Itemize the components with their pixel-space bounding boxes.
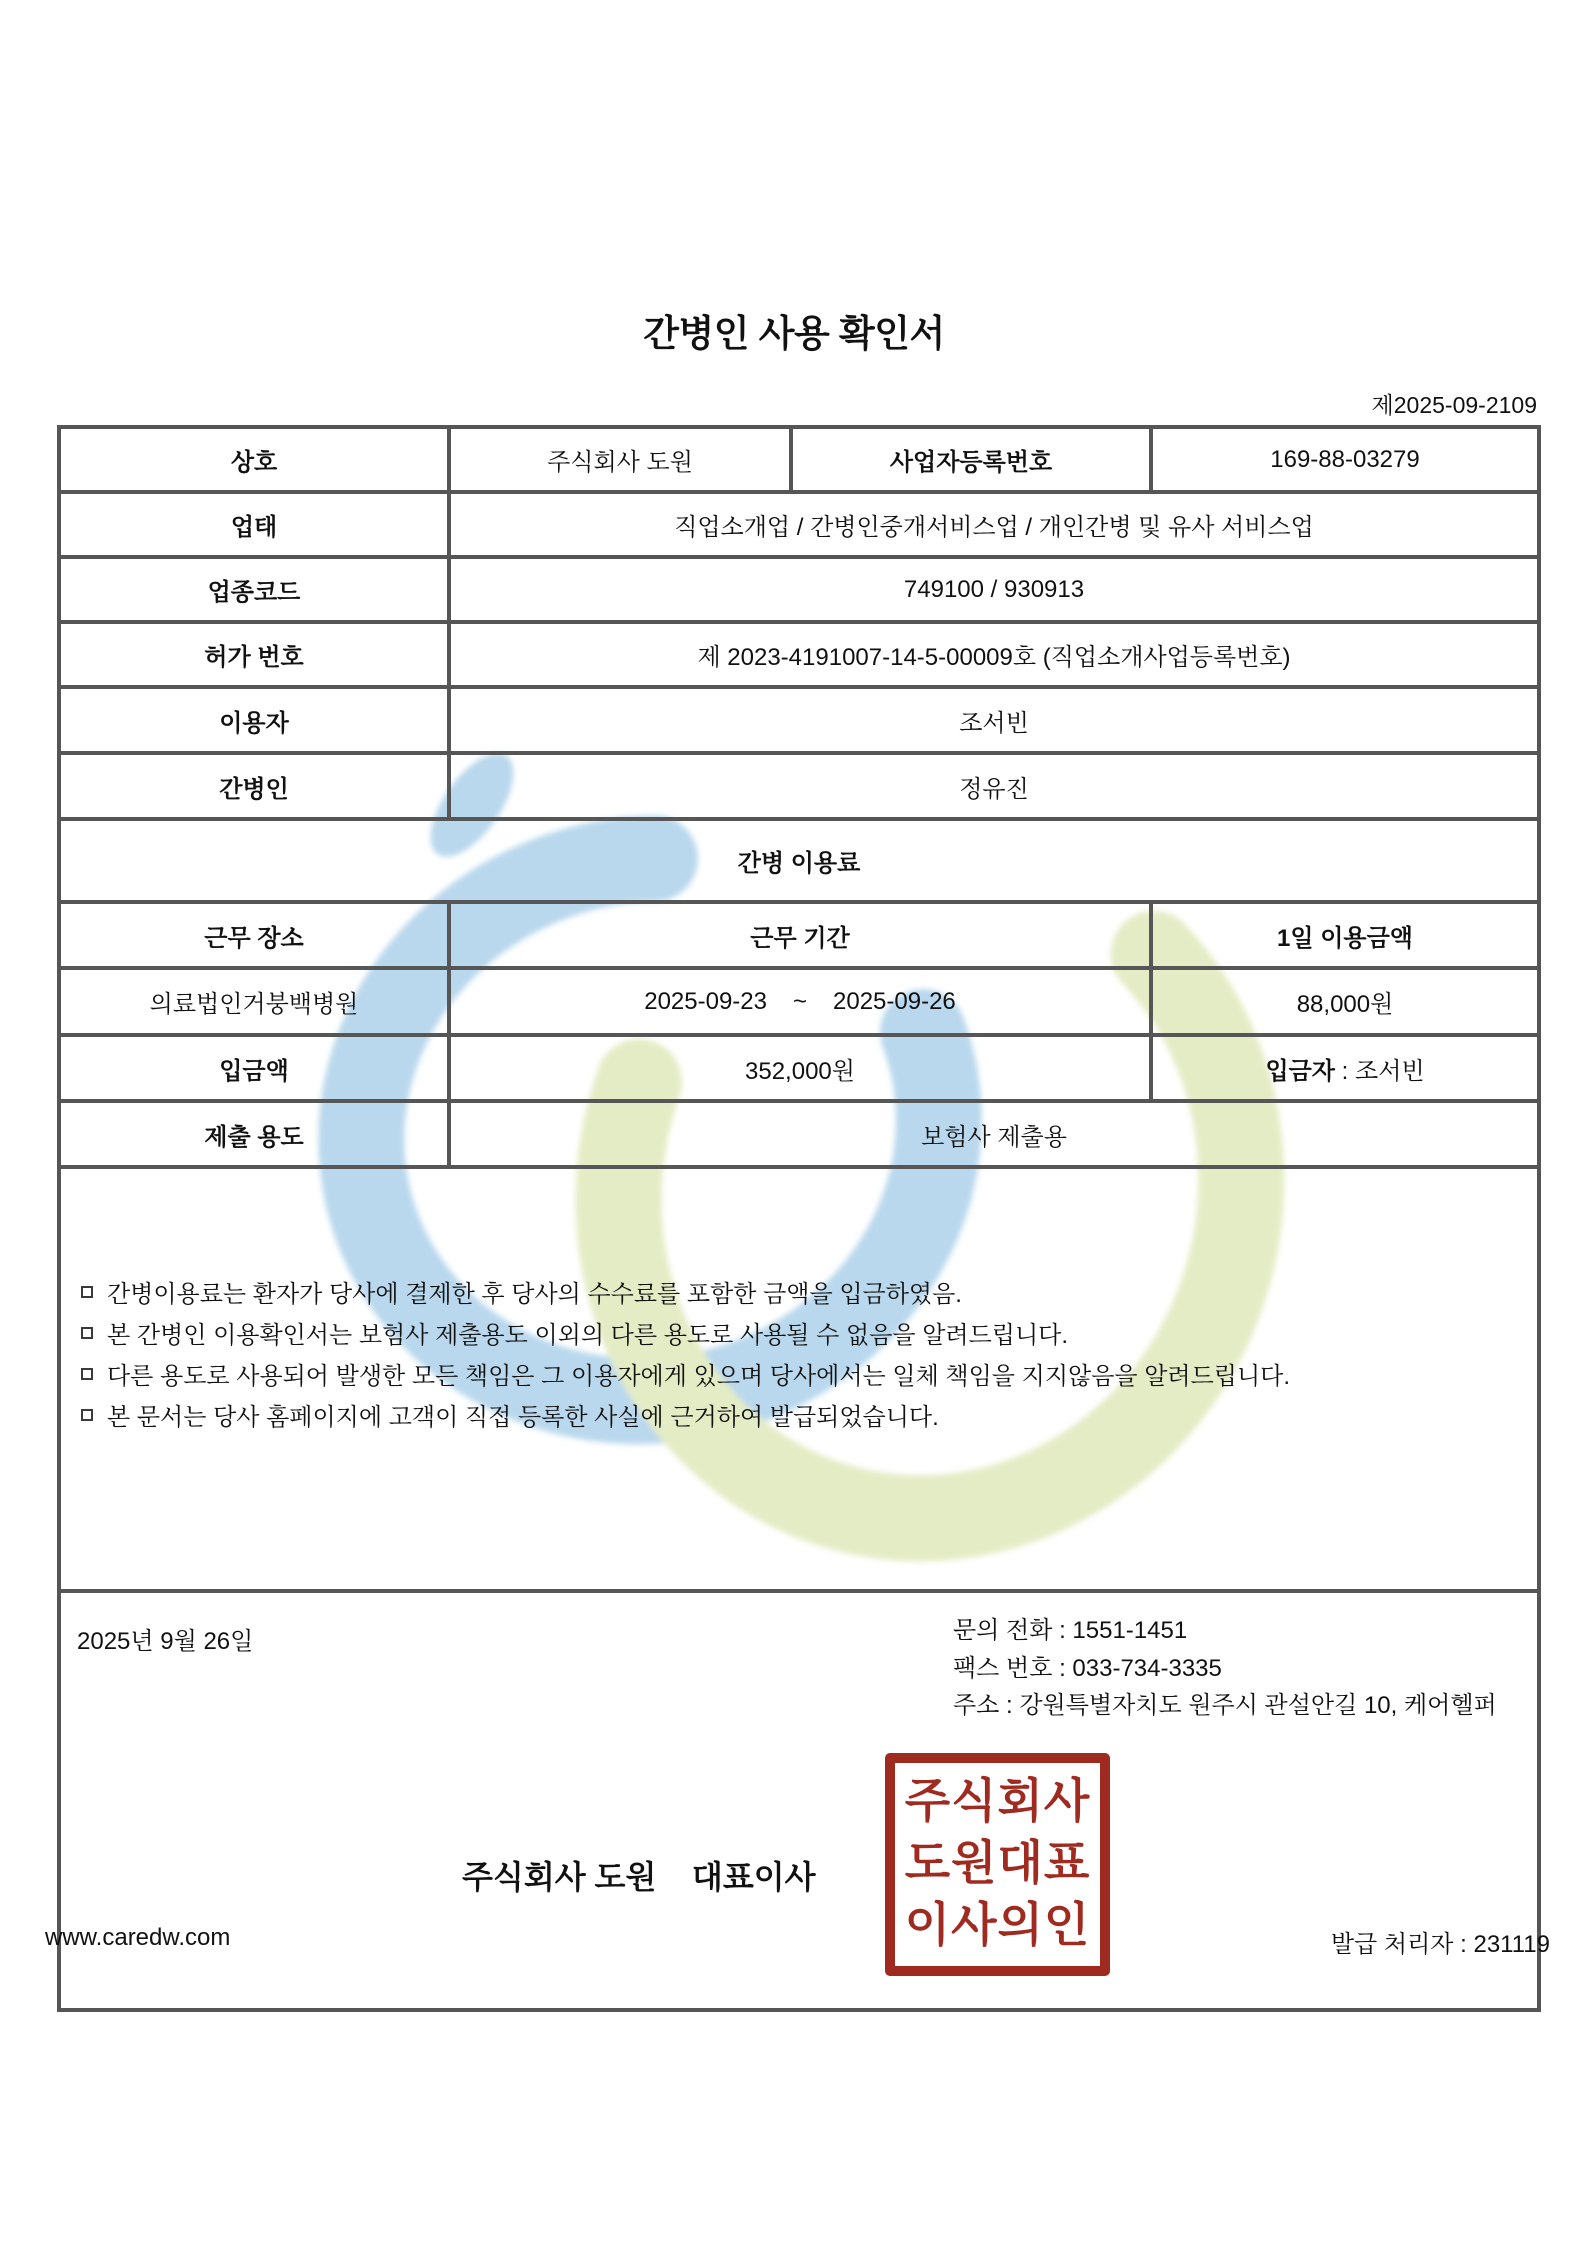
stamp-text-line: 이사의인 [904, 1898, 1091, 1951]
biz-reg-label-cell: 사업자등록번호 [791, 427, 1151, 492]
industry-code-label-cell: 업종코드 [59, 557, 449, 622]
permit-no-cell: 제 2023-4191007-14-5-00009호 (직업소개사업등록번호) [449, 622, 1539, 687]
user-label-cell: 이용자 [59, 687, 449, 753]
biz-name-label-cell: 상호 [59, 427, 449, 492]
work-place-header-cell: 근무 장소 [59, 902, 449, 968]
company-signature: 주식회사 도원 대표이사 [462, 1859, 816, 1895]
table-row [59, 1167, 1539, 1591]
table-row [59, 687, 1539, 753]
contact-address: 주소 : 강원특별자치도 원주시 관설안길 10, 케어헬퍼 [953, 1692, 1497, 1719]
caregiver-name-cell: 정유진 [449, 753, 1539, 819]
biz-type-label-cell: 업태 [59, 492, 449, 557]
depositor-name: : 조서빈 [1335, 1057, 1425, 1085]
table-row [59, 557, 1539, 622]
daily-fee-cell: 88,000원 [1151, 968, 1539, 1035]
square-bullet-icon [81, 1409, 93, 1421]
period-end: 2025-09-26 [833, 987, 956, 1015]
purpose-cell: 보험사 제출용 [449, 1101, 1539, 1167]
work-period-cell [449, 968, 1151, 1035]
deposit-amount-cell: 352,000원 [449, 1035, 1151, 1101]
depositor-cell [1151, 1035, 1539, 1101]
footer-website: www.caredw.com [45, 1924, 231, 1951]
period-tilde: ~ [792, 987, 807, 1015]
table-row [59, 968, 1539, 1035]
table-row [59, 622, 1539, 687]
deposit-label-cell: 입금액 [59, 1035, 449, 1101]
table-row [59, 753, 1539, 819]
note-text: 간병이용료는 환자가 당사에 결제한 후 당사의 수수료를 포함한 금액을 입금하였음. [107, 1281, 962, 1308]
issue-date: 2025년 9월 26일 [77, 1628, 254, 1655]
square-bullet-icon [81, 1327, 93, 1339]
note-item [81, 1394, 1507, 1435]
footer-issuer: 발급 처리자 : 231119 [1330, 1931, 1550, 1958]
note-text: 본 간병인 이용확인서는 보험사 제출용도 이외의 다른 용도로 사용될 수 없음을 알려드립니다. [107, 1322, 1069, 1349]
period-start: 2025-09-23 [644, 987, 767, 1015]
biz-reg-no-cell: 169-88-03279 [1151, 427, 1539, 492]
purpose-label-cell: 제출 용도 [59, 1101, 449, 1167]
table-row [59, 492, 1539, 557]
contact-block [953, 1612, 1497, 1725]
table-row [59, 1035, 1539, 1101]
stamp-text-line: 도원대표 [904, 1836, 1091, 1889]
work-period-header-cell: 근무 기간 [449, 902, 1151, 968]
daily-fee-header-cell: 1일 이용금액 [1151, 902, 1539, 968]
permit-label-cell: 허가 번호 [59, 622, 449, 687]
table-row [59, 1101, 1539, 1167]
confirmation-table [57, 425, 1541, 2012]
note-item [81, 1312, 1507, 1353]
depositor-label: 입금자 [1265, 1057, 1335, 1085]
contact-fax: 팩스 번호 : 033-734-3335 [953, 1654, 1222, 1682]
square-bullet-icon [81, 1368, 93, 1380]
page-title: 간병인 사용 확인서 [643, 313, 945, 354]
note-item [81, 1353, 1507, 1394]
notes-cell [59, 1167, 1539, 1591]
stamp-text-line: 주식회사 [904, 1774, 1091, 1827]
square-bullet-icon [81, 1286, 93, 1298]
work-place-cell: 의료법인거붕백병원 [59, 968, 449, 1035]
contact-phone: 문의 전화 : 1551-1451 [953, 1617, 1188, 1644]
note-item [81, 1271, 1507, 1312]
fee-section-header: 간병 이용료 [59, 819, 1539, 902]
biz-type-cell: 직업소개업 / 간병인중개서비스업 / 개인간병 및 유사 서비스업 [449, 492, 1539, 557]
user-name-cell: 조서빈 [449, 687, 1539, 753]
biz-name-cell: 주식회사 도원 [449, 427, 791, 492]
note-text: 다른 용도로 사용되어 발생한 모든 책임은 그 이용자에게 있으며 당사에서는 일체 책임을 지지않음을 알려드립니다. [107, 1363, 1290, 1390]
table-row [59, 819, 1539, 902]
note-text: 본 문서는 당사 홈페이지에 고객이 직접 등록한 사실에 근거하여 발급되었습니다. [107, 1404, 939, 1431]
page-footer [45, 1924, 1550, 1959]
table-row [59, 902, 1539, 968]
caregiver-label-cell: 간병인 [59, 753, 449, 819]
doc-number: 제2025-09-2109 [1371, 392, 1537, 418]
industry-code-cell: 749100 / 930913 [449, 557, 1539, 622]
table-row [59, 427, 1539, 492]
